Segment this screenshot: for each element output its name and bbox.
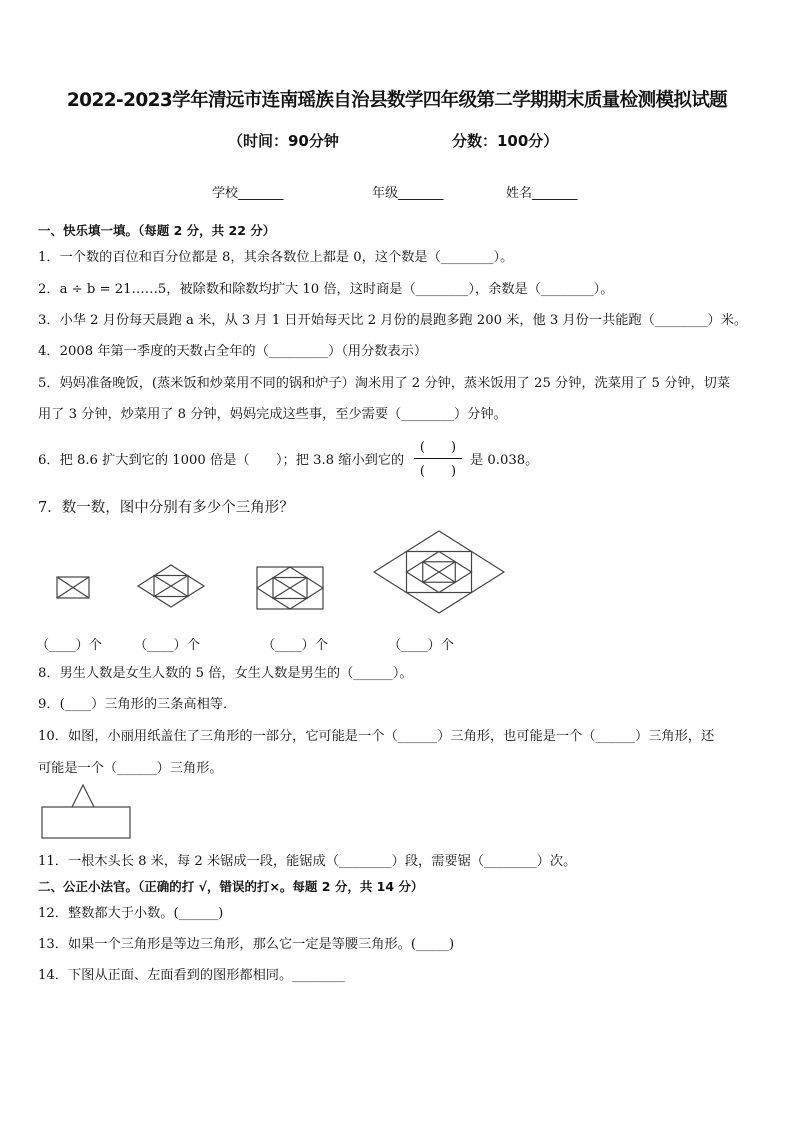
question-8: 8．男生人数是女生人数的 5 倍，女生人数是男生的（______）。 [38,666,413,681]
fraction-denominator-blank[interactable]: ( ) [419,464,457,479]
school-field[interactable]: 学校_______ [212,186,284,201]
question-13: 13．如果一个三角形是等边三角形，那么它一定是等腰三角形。(_____) [38,937,455,952]
question-10-line-2: 可能是一个（______）三角形。 [38,761,223,776]
question-12: 12．整数都大于小数。(______) [38,906,224,921]
question-14: 14．下图从正面、左面看到的图形都相同。________ [38,968,345,983]
question-3: 3．小华 2 月份每天晨跑 a 米，从 3 月 1 日开始每天比 2 月份的晨跑多跑 200 米，他 3 月份一共能跑（________）米。 [38,313,748,328]
figure-2-rhombus [138,565,204,607]
question-7-blank-2[interactable]: （____）个 [134,638,200,653]
figure-covered-triangle [42,785,132,840]
question-6-fraction [410,436,466,480]
question-7-blank-3[interactable]: （____）个 [262,638,328,653]
question-7-blank-4[interactable]: （____）个 [388,638,454,653]
question-6-part-1: 6．把 8.6 扩大到它的 1000 倍是（ ）；把 3.8 缩小到它的 [38,453,405,468]
question-11: 11．一根木头长 8 米，每 2 米锯成一段，能锯成（________）段，需要锯（________）次。 [38,854,577,869]
grade-field[interactable]: 年级_______ [372,186,444,201]
question-5-line-1: 5．妈妈准备晚饭，(蒸米饭和炒菜用不同的锅和炉子）淘米用了 2 分钟，蒸米饭用了 25 分钟，洗菜用了 5 分钟，切菜 [38,376,731,391]
question-7: 7．数一数，图中分别有多少个三角形？ [38,500,294,516]
fraction-numerator-blank[interactable]: ( ) [419,440,457,455]
figure-4-nested-shapes [374,531,504,613]
figure-1-rect-diagonals [57,577,89,598]
question-9: 9．(____）三角形的三条高相等． [38,697,237,712]
question-2: 2．a ÷ b = 21……5，被除数和除数均扩大 10 倍，这时商是（________），余数是（________）。 [38,282,614,297]
figure-3-nested-shapes [257,567,323,609]
section-1-heading: 一、快乐填一填。（每题 2 分，共 22 分） [38,223,276,238]
fraction-bar [414,458,462,459]
question-4: 4．2008 年第一季度的天数占全年的（_________）（用分数表示） [38,344,428,359]
question-6-part-2: 是 0.038。 [470,453,539,468]
question-1: 1．一个数的百位和百分位都是 8，其余各数位上都是 0，这个数是（________）。 [38,250,514,265]
question-7-blank-1[interactable]: （____）个 [36,638,102,653]
question-10-line-1: 10．如图，小丽用纸盖住了三角形的一部分，它可能是一个（______）三角形，也可能是一个（______）三角形，还 [38,729,715,744]
question-5-line-2: 用了 3 分钟，炒菜用了 8 分钟，妈妈完成这些事，至少需要（________）分钟。 [38,407,507,422]
name-field[interactable]: 姓名_______ [506,186,578,201]
section-2-heading: 二、公正小法官。（正确的打 √，错误的打×。每题 2 分，共 14 分） [38,879,424,894]
exam-time: （时间：90分钟 [228,132,339,150]
exam-title: 2022-2023学年清远市连南瑶族自治县数学四年级第二学期期末质量检测模拟试题 [66,90,728,111]
exam-score: 分数：100分） [452,132,559,150]
